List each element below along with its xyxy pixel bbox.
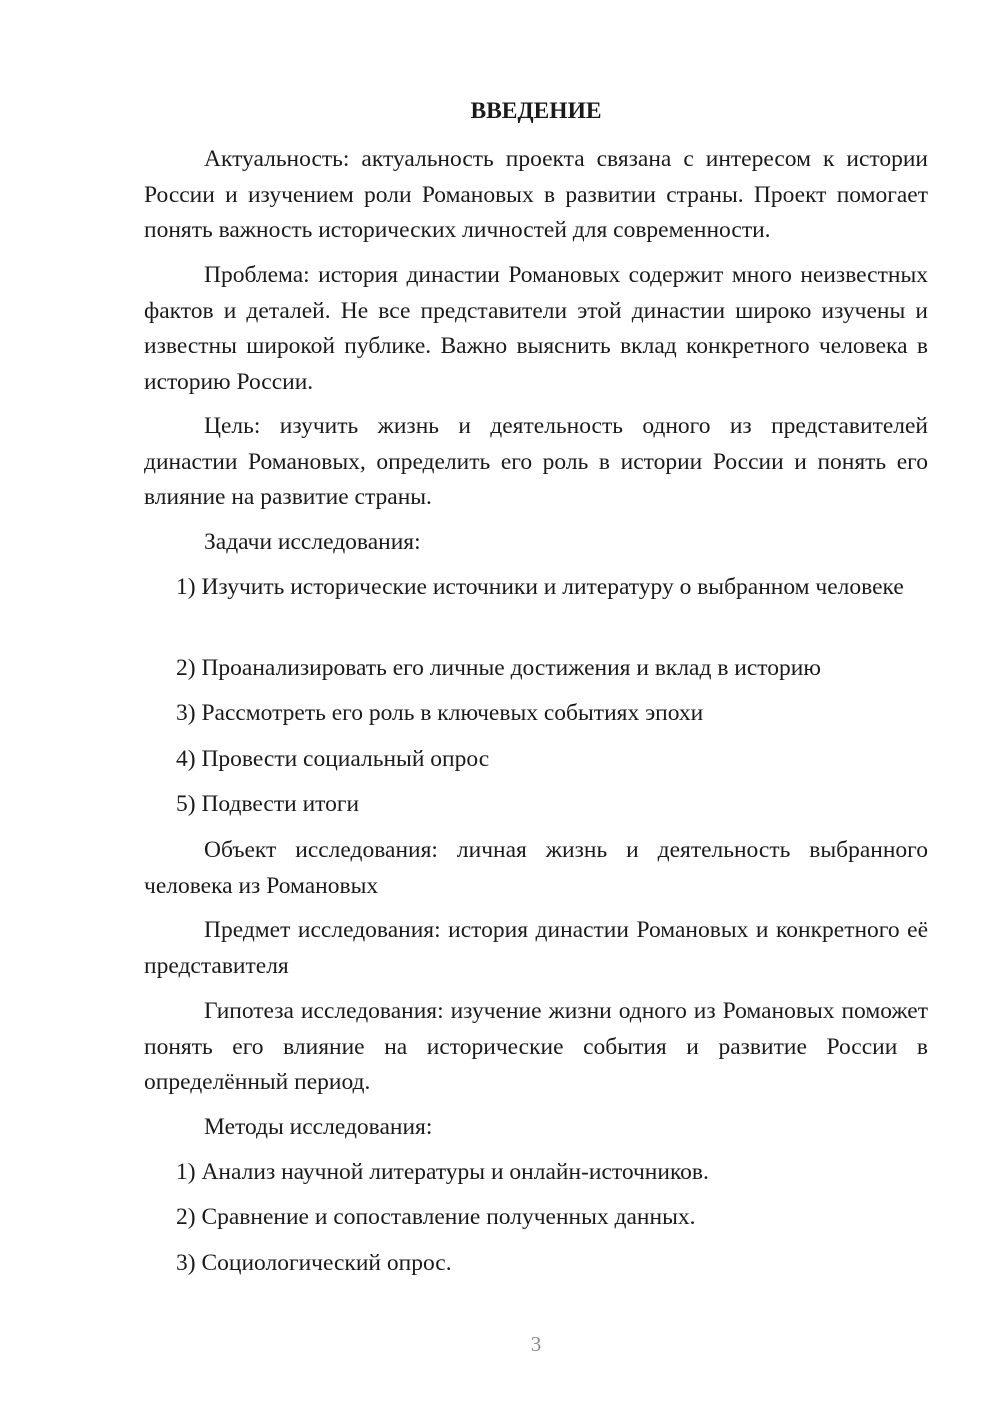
task-item: 5) Подвести итоги [176,791,360,817]
task-item: 3) Рассмотреть его роль в ключевых событиях эпохи [176,700,704,726]
method-item: 3) Социологический опрос. [176,1250,452,1276]
goal-paragraph: Цель: изучить жизнь и деятельность одного из представителей династии Романовых, определить его роль в истории России и понять его влияние на развитие страны. [144,413,928,510]
object-paragraph: Объект исследования: личная жизнь и деятельность выбранного человека из Романовых [144,837,928,899]
method-item: 2) Сравнение и сопоставление полученных данных. [176,1204,696,1230]
methods-heading: Методы исследования: [204,1114,433,1140]
relevance-paragraph: Актуальность: актуальность проекта связана с интересом к истории России и изучением роли Романовых в развитии страны. Проект помогает понять важность исторических личностей для современности. [144,146,928,243]
task-item: 2) Проанализировать его личные достижения и вклад в историю [176,655,821,681]
task-item: 1) Изучить исторические источники и литературу о выбранном человеке [176,574,904,600]
hypothesis-paragraph: Гипотеза исследования: изучение жизни одного из Романовых поможет понять его влияние на исторические события и развитие России в определённый период. [144,998,928,1095]
task-item: 4) Провести социальный опрос [176,746,490,772]
subject-paragraph: Предмет исследования: история династии Романовых и конкретного её представителя [144,917,928,979]
page-title: ВВЕДЕНИЕ [470,98,602,124]
tasks-heading: Задачи исследования: [204,529,421,555]
problem-paragraph: Проблема: история династии Романовых содержит много неизвестных фактов и деталей. Не все представители этой династии широко изучены и известны широкой публике. Важно выяснить вклад конкретного человека в историю России. [144,262,928,395]
page-number: 3 [530,1332,542,1356]
method-item: 1) Анализ научной литературы и онлайн-источников. [176,1159,709,1185]
